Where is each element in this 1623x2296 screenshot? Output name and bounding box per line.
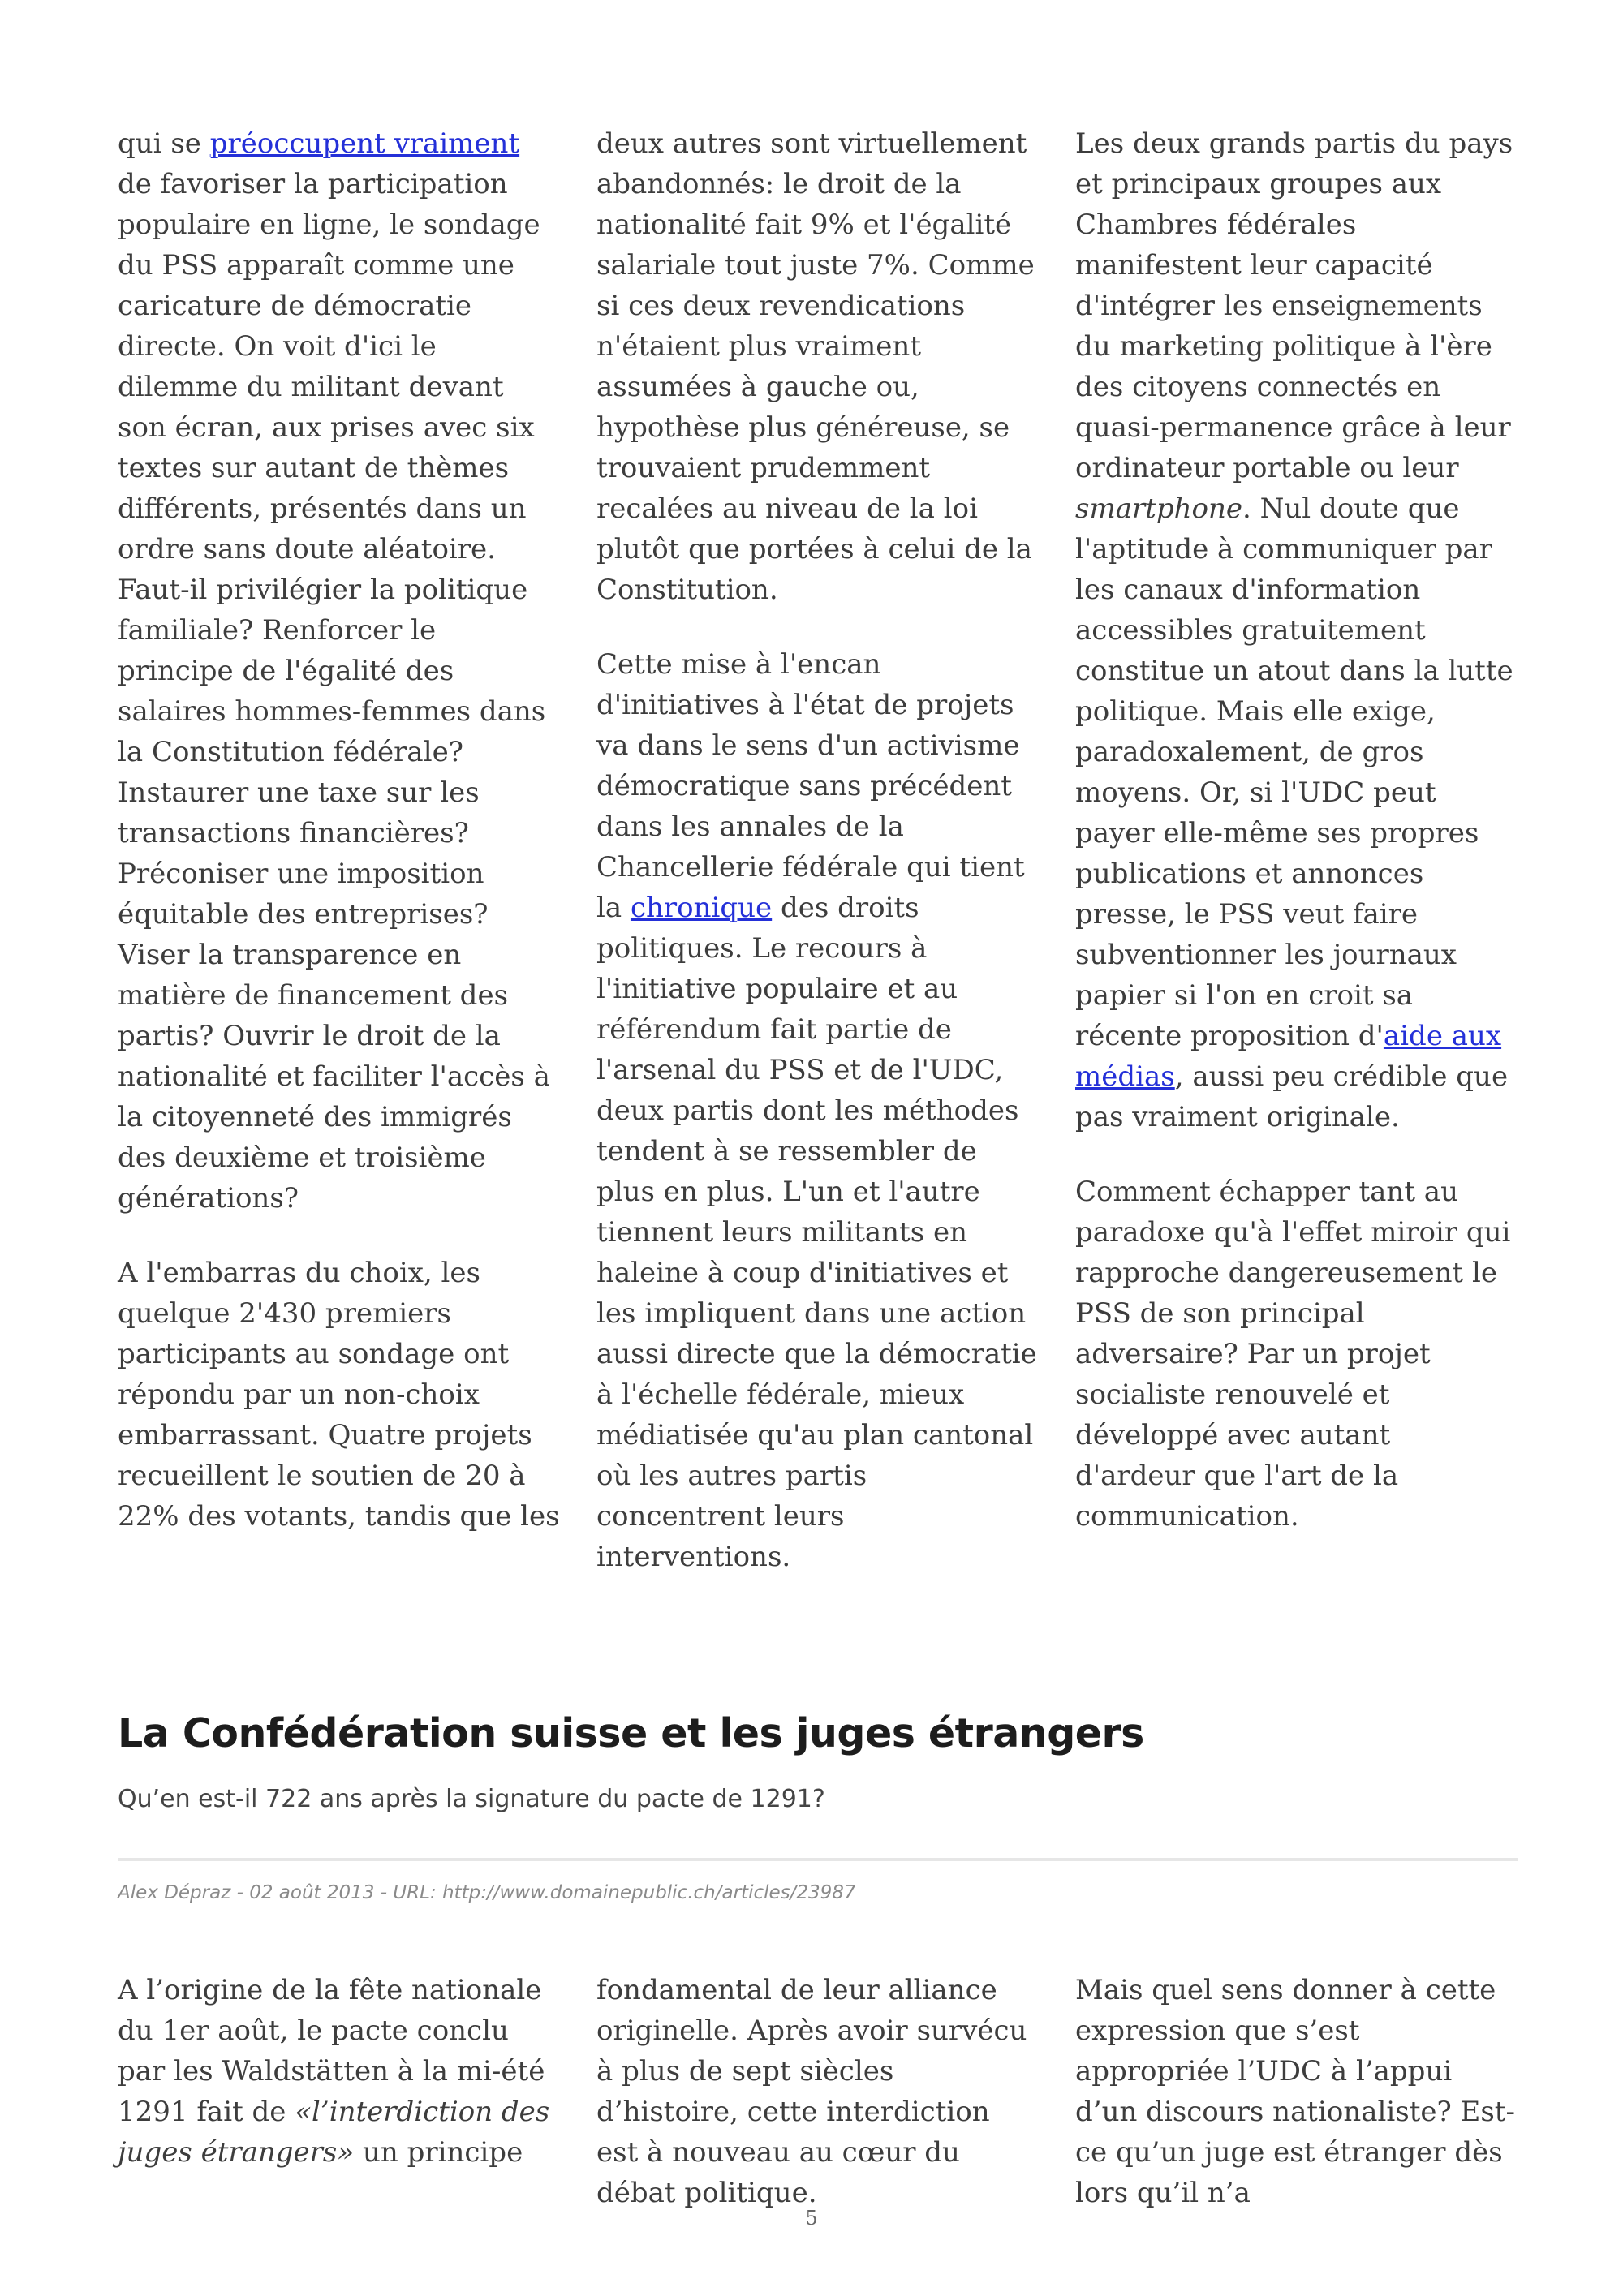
column-1 bbox=[118, 1970, 560, 2213]
page-number: 5 bbox=[805, 2207, 818, 2229]
article-columns bbox=[118, 1970, 1518, 2213]
paragraph: A l'embarras du choix, les quelque 2'430 premiers participants au sondage ont répondu par un non-choix embarrassant. Quatre projets recueillent le soutien de 20 à 22% des votants, tandis que les bbox=[118, 1257, 560, 1533]
column-2 bbox=[596, 123, 1039, 1577]
link-preoccupent-vraiment[interactable]: préoccupent vraiment bbox=[209, 127, 520, 160]
column-3 bbox=[1075, 123, 1518, 1577]
paragraph: Les deux grands partis du pays et principaux groupes aux Chambres fédérales manifestent leur capacité d'intégrer les enseignements du marketing politique à l'ère des citoyens connectés en quasi-permanence grâce à leur ordinateur portable ou leur smartphone. Nul doute que l'aptitude à communiquer par les canaux d'information accessibles gratuitement constitue un atout dans la lutte politique. Mais elle exige, paradoxalement, de gros moyens. Or, si l'UDC peut payer elle-même ses propres publications et annonces presse, le PSS veut faire subventionner les journaux papier si l'on en croit sa récente proposition d'aide aux médias, aussi peu crédible que pas vraiment originale. bbox=[1075, 127, 1513, 1133]
article-meta: Alex Dépraz - 02 août 2013 - URL: http://www.domainepublic.ch/articles/23987 bbox=[118, 1882, 856, 1903]
paragraph: qui se préoccupent vraiment de favoriser la participation populaire en ligne, le sondage du PSS apparaît comme une caricature de démocratie directe. On voit d'ici le dilemme du militant devant son écran, aux prises avec six textes sur autant de thèmes différents, présentés dans un ordre sans doute aléatoire. Faut-il privilégier la politique familiale? Renforcer le principe de l'égalité des salaires hommes-femmes dans la Constitution fédérale? Instaurer une taxe sur les transactions financières? Préconiser une imposition équitable des entreprises? Viser la transparence en matière de financement des partis? Ouvrir le droit de la nationalité et faciliter l'accès à la citoyenneté des immigrés des deuxième et troisième générations? bbox=[118, 127, 550, 1215]
previous-article-columns bbox=[118, 123, 1518, 1577]
divider bbox=[118, 1858, 1518, 1861]
link-chronique[interactable]: chronique bbox=[630, 892, 773, 924]
column-2 bbox=[596, 1970, 1039, 2213]
column-1 bbox=[118, 123, 560, 1577]
article-title: La Confédération suisse et les juges étrangers bbox=[118, 1710, 1144, 1756]
paragraph: Mais quel sens donner à cette expression que s’est appropriée l’UDC à l’appui d’un discours nationaliste? Est-ce qu’un juge est étranger dès lors qu’il n’a bbox=[1075, 1974, 1515, 2209]
column-3 bbox=[1075, 1970, 1518, 2213]
paragraph: fondamental de leur alliance originelle. Après avoir survécu à plus de sept siècles d’histoire, cette interdiction est à nouveau au cœur du débat politique. bbox=[596, 1974, 1027, 2209]
paragraph: Comment échapper tant au paradoxe qu'à l'effet miroir qui rapproche dangereusement le PSS de son principal adversaire? Par un projet socialiste renouvelé et développé avec autant d'ardeur que l'art de la communication. bbox=[1075, 1176, 1511, 1533]
paragraph: Cette mise à l'encan d'initiatives à l'état de projets va dans le sens d'un activisme démocratique sans précédent dans les annales de la Chancellerie fédérale qui tient la chronique des droits politiques. Le recours à l'initiative populaire et au référendum fait partie de l'arsenal du PSS et de l'UDC, deux partis dont les méthodes tendent à se ressembler de plus en plus. L'un et l'autre tiennent leurs militants en haleine à coup d'initiatives et les impliquent dans une action aussi directe que la démocratie à l'échelle fédérale, mieux médiatisée qu'au plan cantonal où les autres partis concentrent leurs interventions. bbox=[596, 648, 1037, 1573]
paragraph: A l’origine de la fête nationale du 1er août, le pacte conclu par les Waldstätten à la mi-été 1291 fait de «l’interdiction des juges étrangers» un principe bbox=[118, 1974, 550, 2169]
paragraph: deux autres sont virtuellement abandonnés: le droit de la nationalité fait 9% et l'égalité salariale tout juste 7%. Comme si ces deux revendications n'étaient plus vraiment assumées à gauche ou, hypothèse plus généreuse, se trouvaient prudemment recalées au niveau de la loi plutôt que portées à celui de la Constitution. bbox=[596, 127, 1035, 606]
article-subtitle: Qu’en est-il 722 ans après la signature du pacte de 1291? bbox=[118, 1785, 825, 1813]
link-aide-aux-medias[interactable]: aide aux médias bbox=[1075, 1020, 1502, 1093]
